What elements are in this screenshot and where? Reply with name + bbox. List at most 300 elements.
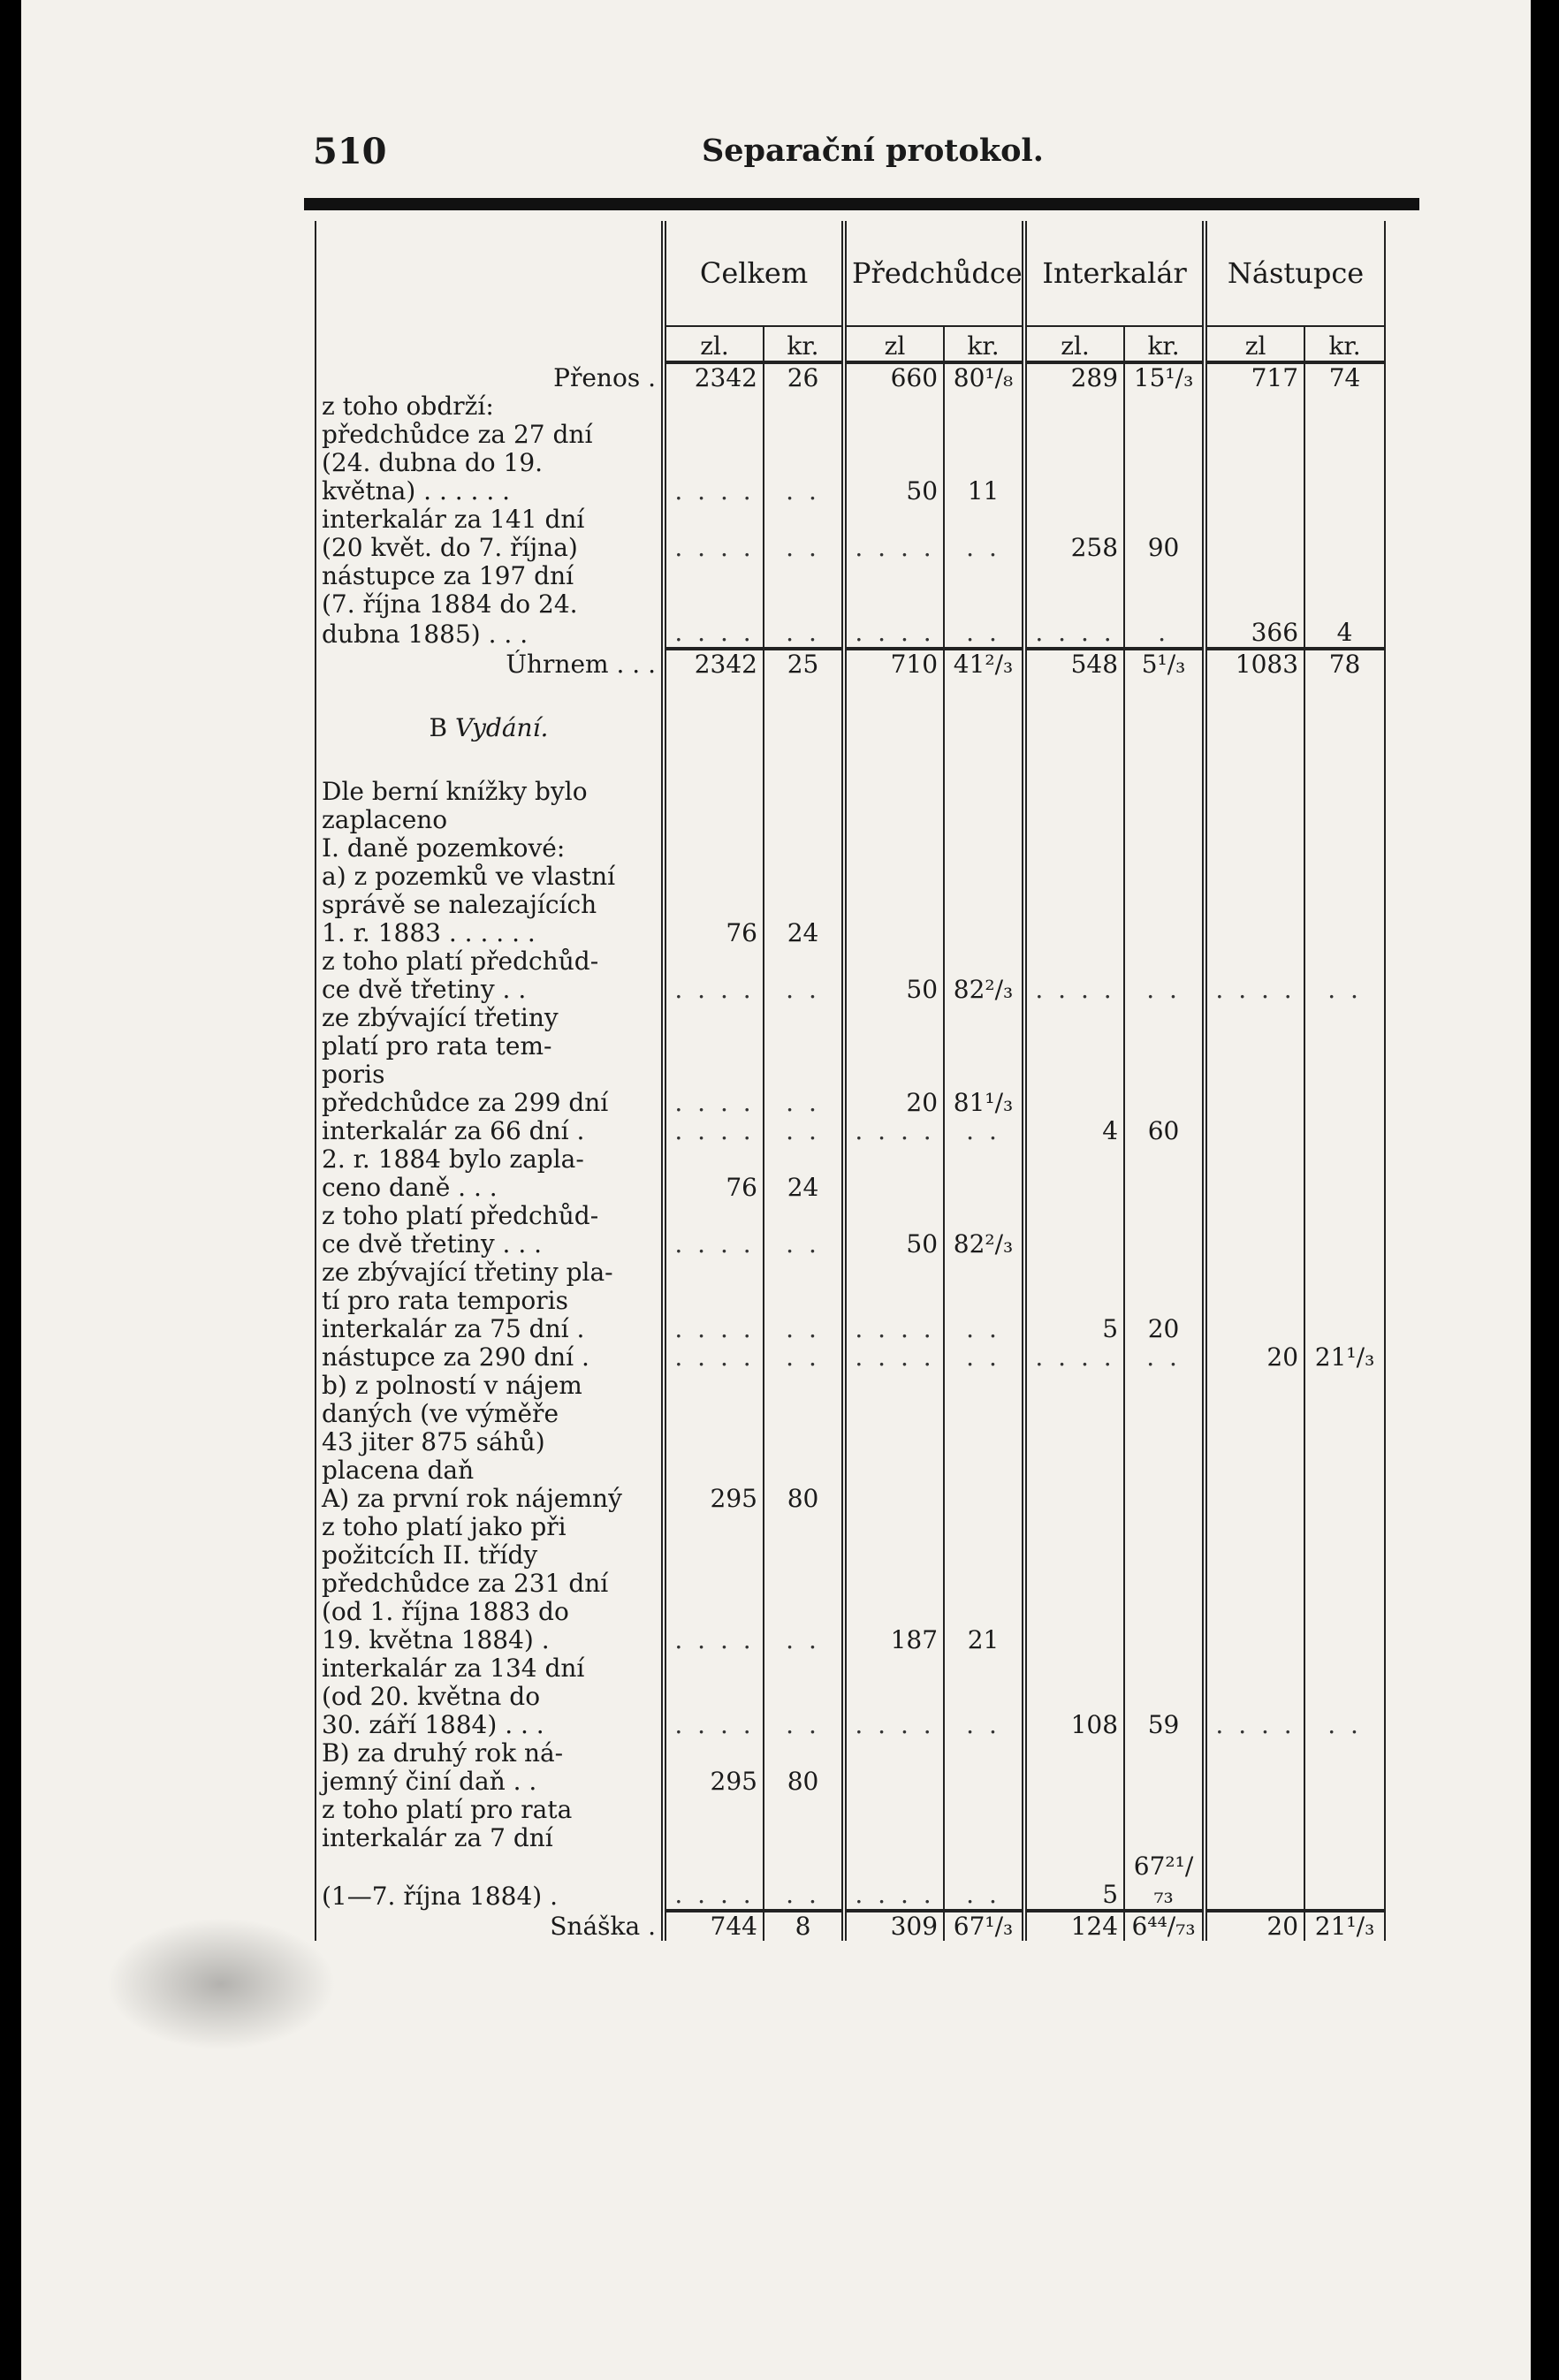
table-row: [316, 1739, 1385, 1768]
amount-cell: [944, 1145, 1024, 1174]
amount-cell: 4: [1024, 1117, 1124, 1145]
amount-cell: [664, 1683, 764, 1711]
table-row: [316, 1287, 1385, 1315]
section-title: Vydání.: [455, 713, 549, 742]
amount-cell: [1124, 1824, 1205, 1852]
amount-cell: 2342: [664, 649, 764, 679]
amount-cell: . . . .: [844, 534, 944, 562]
amount-cell: . . . .: [664, 1117, 764, 1145]
amount-cell: 24: [764, 1174, 844, 1202]
row-label: nástupce za 197 dní: [316, 562, 664, 590]
amount-cell: [764, 1145, 844, 1174]
amount-cell: [1304, 1768, 1385, 1796]
amount-cell: [944, 1174, 1024, 1202]
amount-cell: 78: [1304, 649, 1385, 679]
table-row: [316, 863, 1385, 891]
amount-cell: [944, 1683, 1024, 1711]
amount-cell: [944, 590, 1024, 619]
amount-cell: [664, 1739, 764, 1768]
amount-cell: [844, 891, 944, 919]
amount-cell: [664, 1400, 764, 1428]
amount-cell: [1304, 1258, 1385, 1287]
amount-cell: [1205, 1796, 1304, 1824]
amount-cell: [664, 1570, 764, 1598]
ledger-body: [316, 362, 1385, 1941]
amount-cell: [764, 742, 844, 778]
amount-cell: [764, 1570, 844, 1598]
amount-cell: . .: [1304, 1711, 1385, 1739]
amount-cell: [844, 392, 944, 421]
amount-cell: [944, 1598, 1024, 1626]
amount-cell: [1304, 1315, 1385, 1343]
amount-cell: [1205, 1598, 1304, 1626]
table-row: [316, 1343, 1385, 1372]
amount-cell: 82²/₃: [944, 976, 1024, 1004]
table-row: [316, 1541, 1385, 1570]
amount-cell: [1205, 1541, 1304, 1570]
amount-cell: 50: [844, 477, 944, 506]
row-label: (od 20. května do: [316, 1683, 664, 1711]
amount-cell: . .: [764, 1852, 844, 1911]
amount-cell: [1024, 1654, 1124, 1683]
amount-cell: [1024, 1032, 1124, 1061]
amount-cell: [1024, 806, 1124, 834]
amount-cell: [1024, 1174, 1124, 1202]
amount-cell: [1124, 1683, 1205, 1711]
amount-cell: [764, 1032, 844, 1061]
amount-cell: [1304, 1230, 1385, 1258]
total-row: [316, 649, 1385, 679]
row-label: b) z polností v nájem: [316, 1372, 664, 1400]
amount-cell: [1304, 1428, 1385, 1456]
amount-cell: [1024, 1485, 1124, 1513]
table-row: [316, 1711, 1385, 1739]
amount-cell: [1205, 1372, 1304, 1400]
amount-cell: [1024, 590, 1124, 619]
amount-cell: [1205, 1061, 1304, 1089]
amount-cell: [1205, 778, 1304, 806]
amount-cell: [1304, 534, 1385, 562]
amount-cell: [944, 1513, 1024, 1541]
unit-label: kr.: [944, 326, 1024, 362]
amount-cell: . .: [1304, 976, 1385, 1004]
amount-cell: [1205, 1654, 1304, 1683]
row-label: interkalár za 7 dní: [316, 1824, 664, 1852]
amount-cell: [764, 449, 844, 477]
row-label: interkalár za 75 dní .: [316, 1315, 664, 1343]
amount-cell: [1304, 562, 1385, 590]
row-label: z toho platí jako při: [316, 1513, 664, 1541]
amount-cell: [1124, 1513, 1205, 1541]
unit-label: kr.: [1304, 326, 1385, 362]
amount-cell: [1205, 891, 1304, 919]
table-row: [316, 1570, 1385, 1598]
amount-cell: [844, 590, 944, 619]
amount-cell: [1205, 1513, 1304, 1541]
amount-cell: . . . .: [664, 619, 764, 649]
amount-cell: [764, 392, 844, 421]
amount-cell: [764, 778, 844, 806]
amount-cell: [1205, 1174, 1304, 1202]
amount-cell: 76: [664, 919, 764, 947]
row-label: předchůdce za 27 dní: [316, 421, 664, 449]
amount-cell: [664, 1456, 764, 1485]
amount-cell: [844, 562, 944, 590]
table-row: [316, 506, 1385, 534]
amount-cell: 21: [944, 1626, 1024, 1654]
column-group: Předchůdce: [844, 221, 1024, 326]
amount-cell: [764, 1061, 844, 1089]
amount-cell: [1124, 506, 1205, 534]
amount-cell: [1304, 1852, 1385, 1911]
amount-cell: [1024, 1739, 1124, 1768]
amount-cell: [1205, 1117, 1304, 1145]
amount-cell: [1024, 714, 1124, 742]
amount-cell: [664, 742, 764, 778]
amount-cell: [1124, 1089, 1205, 1117]
amount-cell: [944, 1485, 1024, 1513]
amount-cell: [1304, 679, 1385, 714]
amount-cell: 289: [1024, 362, 1124, 392]
amount-cell: [1124, 1598, 1205, 1626]
corner-cell: [316, 221, 664, 326]
unit-label: zl.: [664, 326, 764, 362]
amount-cell: [1124, 1739, 1205, 1768]
amount-cell: [1024, 891, 1124, 919]
amount-cell: . .: [764, 1230, 844, 1258]
amount-cell: [1304, 742, 1385, 778]
amount-cell: 1083: [1205, 649, 1304, 679]
amount-cell: [944, 1061, 1024, 1089]
table-row: [316, 1824, 1385, 1852]
amount-cell: [1124, 1372, 1205, 1400]
amount-cell: . . . .: [844, 1711, 944, 1739]
amount-cell: [1024, 1089, 1124, 1117]
amount-cell: [1205, 1287, 1304, 1315]
amount-cell: [664, 947, 764, 976]
amount-cell: [1024, 1145, 1124, 1174]
amount-cell: [844, 1541, 944, 1570]
table-row: [316, 1456, 1385, 1485]
amount-cell: [1024, 1768, 1124, 1796]
unit-header: [316, 326, 1385, 362]
table-row: [316, 1117, 1385, 1145]
amount-cell: . . . .: [1024, 976, 1124, 1004]
amount-cell: [1205, 534, 1304, 562]
amount-cell: [1304, 1541, 1385, 1570]
amount-cell: [1024, 1258, 1124, 1287]
amount-cell: [664, 1541, 764, 1570]
amount-cell: [1304, 1739, 1385, 1768]
amount-cell: [844, 1796, 944, 1824]
amount-cell: [944, 1768, 1024, 1796]
amount-cell: . . . .: [664, 1315, 764, 1343]
amount-cell: [764, 863, 844, 891]
corner-cell: [316, 326, 664, 362]
amount-cell: [844, 1400, 944, 1428]
amount-cell: [764, 1400, 844, 1428]
amount-cell: . .: [764, 1089, 844, 1117]
amount-cell: 80: [764, 1485, 844, 1513]
amount-cell: [664, 1145, 764, 1174]
amount-cell: [764, 1202, 844, 1230]
amount-cell: [664, 1258, 764, 1287]
amount-cell: [1024, 1372, 1124, 1400]
amount-cell: [1124, 834, 1205, 863]
row-label: z toho platí předchůd-: [316, 947, 664, 976]
amount-cell: [1205, 1485, 1304, 1513]
amount-cell: [1205, 1400, 1304, 1428]
total-row: [316, 1911, 1385, 1941]
amount-cell: [1304, 863, 1385, 891]
amount-cell: [1024, 947, 1124, 976]
amount-cell: [944, 1287, 1024, 1315]
amount-cell: [1205, 590, 1304, 619]
amount-cell: [1304, 891, 1385, 919]
amount-cell: [844, 506, 944, 534]
amount-cell: [1304, 714, 1385, 742]
amount-cell: [664, 449, 764, 477]
amount-cell: [1124, 1541, 1205, 1570]
row-label: I. daně pozemkové:: [316, 834, 664, 863]
amount-cell: . . . .: [664, 534, 764, 562]
amount-cell: [944, 863, 1024, 891]
amount-cell: [944, 806, 1024, 834]
amount-cell: [844, 1739, 944, 1768]
amount-cell: [1124, 1768, 1205, 1796]
total-row: [316, 362, 1385, 392]
amount-cell: . . . .: [844, 619, 944, 649]
amount-cell: [1124, 1456, 1205, 1485]
row-label: z toho obdrží:: [316, 392, 664, 421]
row-label: zaplaceno: [316, 806, 664, 834]
amount-cell: . . . .: [664, 1626, 764, 1654]
amount-cell: [1124, 1032, 1205, 1061]
amount-cell: [1024, 421, 1124, 449]
table-row: [316, 562, 1385, 590]
amount-cell: [664, 1061, 764, 1089]
table-row: [316, 1485, 1385, 1513]
amount-cell: [1304, 1654, 1385, 1683]
amount-cell: [1024, 834, 1124, 863]
row-label: [316, 742, 664, 778]
amount-cell: [944, 891, 1024, 919]
amount-cell: [664, 714, 764, 742]
row-label: 19. května 1884) .: [316, 1626, 664, 1654]
amount-cell: [1205, 714, 1304, 742]
amount-cell: [944, 1739, 1024, 1768]
amount-cell: [764, 562, 844, 590]
amount-cell: [1304, 1004, 1385, 1032]
amount-cell: [1205, 1456, 1304, 1485]
amount-cell: [1304, 421, 1385, 449]
amount-cell: [1024, 477, 1124, 506]
amount-cell: . .: [944, 1852, 1024, 1911]
amount-cell: [764, 1541, 844, 1570]
row-label: [316, 714, 664, 742]
amount-cell: [1205, 392, 1304, 421]
table-row: [316, 1513, 1385, 1541]
amount-cell: [1205, 679, 1304, 714]
table-row: [316, 1258, 1385, 1287]
amount-cell: [764, 1004, 844, 1032]
amount-cell: . .: [944, 619, 1024, 649]
amount-cell: 11: [944, 477, 1024, 506]
amount-cell: [1304, 1202, 1385, 1230]
amount-cell: 67¹/₃: [944, 1911, 1024, 1941]
amount-cell: [664, 1287, 764, 1315]
amount-cell: [764, 590, 844, 619]
row-label: tí pro rata temporis: [316, 1287, 664, 1315]
page-number: 510: [313, 131, 387, 172]
amount-cell: [944, 778, 1024, 806]
amount-cell: . .: [764, 1343, 844, 1372]
table-row: [316, 1089, 1385, 1117]
table-row: [316, 976, 1385, 1004]
table-row: [316, 1683, 1385, 1711]
amount-cell: [944, 679, 1024, 714]
amount-cell: [1304, 919, 1385, 947]
amount-cell: [1304, 1626, 1385, 1654]
column-group: Nástupce: [1205, 221, 1385, 326]
amount-cell: [1304, 1570, 1385, 1598]
amount-cell: [1024, 1230, 1124, 1258]
amount-cell: [764, 891, 844, 919]
amount-cell: . .: [1124, 976, 1205, 1004]
amount-cell: [764, 1258, 844, 1287]
amount-cell: [664, 590, 764, 619]
amount-cell: [1024, 742, 1124, 778]
table-row: [316, 947, 1385, 976]
amount-cell: 5: [1024, 1852, 1124, 1911]
amount-cell: 710: [844, 649, 944, 679]
table-row: [316, 1428, 1385, 1456]
amount-cell: [944, 1258, 1024, 1287]
amount-cell: [1205, 1230, 1304, 1258]
amount-cell: . .: [944, 1711, 1024, 1739]
amount-cell: [1304, 1683, 1385, 1711]
amount-cell: [1304, 1456, 1385, 1485]
amount-cell: [1205, 919, 1304, 947]
amount-cell: [1124, 891, 1205, 919]
amount-cell: [664, 1372, 764, 1400]
amount-cell: [664, 806, 764, 834]
amount-cell: [1124, 947, 1205, 976]
amount-cell: [1205, 449, 1304, 477]
amount-cell: [1304, 1598, 1385, 1626]
amount-cell: 50: [844, 1230, 944, 1258]
amount-cell: 21¹/₃: [1304, 1343, 1385, 1372]
amount-cell: [944, 449, 1024, 477]
amount-cell: [844, 947, 944, 976]
amount-cell: [1304, 449, 1385, 477]
amount-cell: [1124, 863, 1205, 891]
row-label: správě se nalezajících: [316, 891, 664, 919]
amount-cell: . .: [764, 976, 844, 1004]
amount-cell: [844, 1061, 944, 1089]
amount-cell: 717: [1205, 362, 1304, 392]
amount-cell: [844, 1145, 944, 1174]
row-label: interkalár za 134 dní: [316, 1654, 664, 1683]
amount-cell: [1304, 1485, 1385, 1513]
amount-cell: [1205, 1315, 1304, 1343]
amount-cell: . .: [764, 534, 844, 562]
row-label: (24. dubna do 19.: [316, 449, 664, 477]
table-row: [316, 1061, 1385, 1089]
amount-cell: [844, 1654, 944, 1683]
table-row: [316, 1004, 1385, 1032]
amount-cell: [1304, 1174, 1385, 1202]
amount-cell: . . . .: [844, 1852, 944, 1911]
amount-cell: [1304, 392, 1385, 421]
amount-cell: . .: [764, 1117, 844, 1145]
amount-cell: [1024, 449, 1124, 477]
amount-cell: [1024, 1824, 1124, 1852]
amount-cell: [844, 1513, 944, 1541]
amount-cell: [664, 562, 764, 590]
amount-cell: [1205, 1824, 1304, 1852]
row-label: placena daň: [316, 1456, 664, 1485]
amount-cell: [844, 1202, 944, 1230]
amount-cell: [944, 506, 1024, 534]
amount-cell: [1205, 477, 1304, 506]
table-row: [316, 1230, 1385, 1258]
amount-cell: [1205, 1004, 1304, 1032]
amount-cell: . .: [1124, 1343, 1205, 1372]
amount-cell: [1124, 1570, 1205, 1598]
amount-cell: [944, 1004, 1024, 1032]
row-label: Přenos .: [316, 362, 664, 392]
amount-cell: 59: [1124, 1711, 1205, 1739]
amount-cell: [764, 1739, 844, 1768]
amount-cell: [1304, 1061, 1385, 1089]
section-letter: B: [429, 713, 456, 742]
amount-cell: [1304, 1513, 1385, 1541]
amount-cell: [1205, 1089, 1304, 1117]
table-row: [316, 806, 1385, 834]
amount-cell: [1304, 834, 1385, 863]
table-row: [316, 1145, 1385, 1174]
amount-cell: [764, 834, 844, 863]
amount-cell: [944, 392, 1024, 421]
amount-cell: [944, 1824, 1024, 1852]
amount-cell: 25: [764, 649, 844, 679]
table-row: [316, 421, 1385, 449]
amount-cell: 8: [764, 1911, 844, 1941]
table-row: [316, 742, 1385, 778]
amount-cell: . . . .: [844, 1343, 944, 1372]
amount-cell: [944, 1456, 1024, 1485]
amount-cell: . . . .: [664, 477, 764, 506]
amount-cell: . .: [764, 1626, 844, 1654]
amount-cell: [764, 1824, 844, 1852]
table-row: [316, 679, 1385, 714]
amount-cell: [844, 1485, 944, 1513]
amount-cell: [764, 1372, 844, 1400]
amount-cell: . . . .: [664, 1089, 764, 1117]
amount-cell: [664, 1824, 764, 1852]
amount-cell: [1124, 1174, 1205, 1202]
amount-cell: [944, 1654, 1024, 1683]
amount-cell: 295: [664, 1485, 764, 1513]
amount-cell: [664, 834, 764, 863]
table-row: [316, 619, 1385, 649]
unit-label: zl: [1205, 326, 1304, 362]
amount-cell: [664, 891, 764, 919]
amount-cell: 744: [664, 1911, 764, 1941]
amount-cell: [1024, 778, 1124, 806]
amount-cell: [664, 1428, 764, 1456]
